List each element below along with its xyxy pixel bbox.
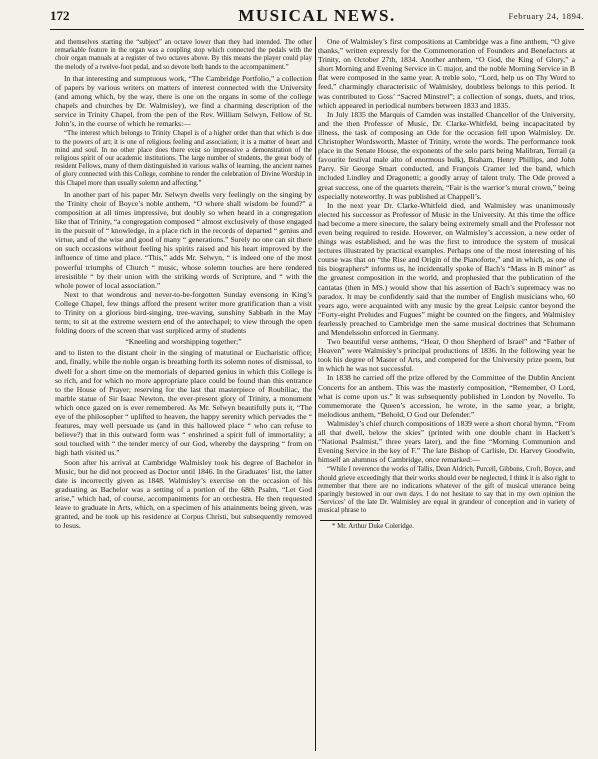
footnote-rule <box>320 520 380 521</box>
paragraph: and to listen to the distant choir in the singing of matutinal or Eucharistic office; and, finally, while the noble organ is breathing forth its solemn notes of dismissal, to dwell for a short time on the memorials of departed genius in which this College is so rich, and for which no more appropriate place could be found than this entrance to the House of Prayer; reserving for the last that masterpiece of Roubiliac, the marble statue of Sir Isaac Newton, the ever-present glory of Trinity, a monument which once gazed on is ever remembered. As Mr. Selwyn beautifully puts it, “The eye of the philosopher “ uplifted to heaven, the happy serenity which pervades the “ features, may well persuade us (and in this hallowed place “ who can refuse to believe?) that in this outward form was “ enshrined a spirit full of immortality; a soul touched with “ the tender mercy of our God, whereby the dayspring “ from on high hath visited us.” <box>55 348 312 458</box>
publication-title: MUSICAL NEWS. <box>238 6 396 25</box>
footnote: * Mr. Arthur Duke Coleridge. <box>332 522 414 530</box>
column-divider <box>315 37 316 751</box>
paragraph: Soon after his arrival at Cambridge Walmisley took his degree of Bachelor in Music, but he did not proceed as Doctor until 1846. In the Graduates’ list, the latter date is incorrectly given as 1848. Walmisley’s exercise on the occasion of his graduating as Bachelor was a setting of a portion of the 68th Psalm, “Let God arise,” which had, of course, accompaniments for an orchestra. He then requested leave to graduate in Arts, which, on a specimen of his attainments being given, was granted, and he took up his residence at Corpus Christi, but subsequently removed to Jesus. <box>55 457 312 531</box>
paragraph: In another part of his paper Mr. Selwyn dwells very feelingly on the singing by the Trinity choir of Boyce’s noble anthem, “O where shall wisdom be found?” a composition at all times impressive, but doubly so when heard in a congregation like that of Trinity, “a congregation composed “ almost exclusively of those engaged in the pursuit of “ knowledge, in a place rich in the records of departed “ genius and virtue, and of the wise and good of many “ generations.” Surely no one can sit there on such occasions without feeling his spirits raised and his heart improved by the influence of time and place. “This,” adds Mr. Selwyn, “ is indeed one of the most powerful triumphs of Church “ music, whose solemn touches are here rendered irresistible “ by their union with the striking words of Scripture, and “ with the whole power of local association.” <box>55 189 312 290</box>
paragraph: In July 1835 the Marquis of Camden was installed Chancellor of the University, and the then Professor of Music, Dr. Clarke-Whitfeld, being incapacitated by illness, the task of composing an Ode for the occasion fell upon Walmisley. Dr. Christopher Wordsworth, Master of Trinity, wrote the words. The performance took place in the Senate House, the exponents of the solo parts being Malibran, Terrail (a favourite festival male alto of enormous bulk), Braham, Henry Phillips, and John Parry. Sir George Smart conducted, and François Cramer led the band, which included Lindley and Dragonetti; a goodly array of talent truly. The Ode proved a great success, one of the quartets therein, “Fair is the warrior’s mural crown,” being especially noteworthy. It was published at Chappell’s. <box>318 109 575 201</box>
paragraph: In that interesting and sumptuous work, “The Cambridge Portfolio,” a collection of papers by various writers on matters of interest connected with the University (and among which, by the way, there is one on the organs in some of the college chapels and churches by Dr. Walmisley), we find a charming description of the service in Trinity Chapel, from the pen of the Rev. William Selwyn, Fellow of St. John’s, in the course of which he remarks:— <box>55 73 312 129</box>
paragraph: Two beautiful verse anthems, “Hear, O thou Shepherd of Israel” and “Father of Heaven” were Walmisley’s principal productions of 1836. In the following year he took his degree of Master of Arts, and competed for the University prize poem, but in which he was not successful. <box>318 337 575 374</box>
paragraph: One of Walmisley’s first compositions at Cambridge was a fine anthem, “O give thanks,” written expressly for the Commemoration of Founders and Benefactors at Trinity, on October 27th, 1834. Another anthem, “O God, the King of Glory,” a short Morning and Evening Service in C major, and the noble Morning Service in B flat were composed in the same year. A treble solo, “Lord, help us on Thy Word to feed,” charmingly characteristic of Walmisley, doubtless belongs to this period. It was contributed to Goss’ “Sacred Minstrel”; a collection of songs, duets, and trios, which appeared in periodical numbers between 1833 and 1835. <box>318 37 575 110</box>
right-column <box>318 37 575 753</box>
issue-date: February 24, 1894. <box>508 11 584 21</box>
block-quote: “The interest which belongs to Trinity Chapel is of a higher order than that which is due to the powers of art; it is one of religious feeling and association; it is a matter of heart and mind and soul. In no other place does there exist so impressive a demonstration of the religious spirit of our academic institutions. The large number of students, the great body of resident Fellows, many of them distinguished in various walks of learning, the ancient names of glory connected with this College, combine to render the celebration of Divine Worship in this Chapel more than usually solemn and affecting.” <box>55 130 312 187</box>
left-column <box>55 37 312 753</box>
paragraph: In the next year Dr. Clarke-Whitfeld died, and Walmisley was unanimously elected his successor as Professor of Music in the University. At this time the office had become a mere sinecure, the salary being extremely small and the Professor not even being required to reside. However, on Walmisley’s accession, a new order of things was established, and he was the first to introduce the system of musical lectures illustrated by practical examples. Perhaps one of the most interesting of his course was that on “the Rise and Origin of the Pianoforte,” and in which, as one of his biographers* informs us, he incidentally spoke of Bach’s “Mass in B minor” as the greatest composition in the world, and prophesied that the publication of the cantatas (then in MS.) would show that his assertion of Bach’s supremacy was no paradox. It may be confidently said that the number of English musicians who, 60 years ago, were acquainted with any music by the great Leipsic cantor beyond the “Forty-eight Preludes and Fugues” might be counted on the fingers, and Walmisley fearlessly preached to Cambridge men the same musical doctrines that Schumann and Mendelssohn enforced in Germany. <box>318 200 575 337</box>
header-rule <box>50 29 584 30</box>
paragraph: In 1838 he carried off the prize offered by the Committee of the Dublin Ancient Concerts for an anthem. This was the masterly composition, “Remember, O Lord, what is come upon us.” It was subsequently published in London by Novello. To commemorate the Queen’s accession, he wrote, in the same year, a bright, melodious anthem, “Behold, O God our Defender.” <box>318 373 575 419</box>
paragraph: Next to that wondrous and never-to-be-forgotten Sunday evensong in King’s College Chapel, few things afford the present writer more gratification than a visit to Trinity on a glorious bird-singing, tree-waving, sunshiny Sabbath in the May term; to sit at the extreme western end of the antechapel; to view through the open folding doors of the screen that vast surpliced army of students <box>55 289 312 336</box>
paragraph: and themselves starting the “subject” an octave lower than they had intended. The other remarkable feature in the organ was a coupling stop which connected the pedals with the choir organ manuals at a register of two octaves above. By this means the player could play the melody of a twelve-foot pedal, and so devote both hands to the accompaniment.” <box>55 39 312 71</box>
block-quote: “While I reverence the works of Tallis, Dean Aldrich, Purcell, Gibbons, Croft, Boyce, and should grieve exceedingly that their works should ever be neglected, I think it is also right to remember that there are no indications whatever of the gift of musical utterance being sparingly bestowed in our own days. I do not hesitate to say that in my own opinion the ‘Services’ of the late Dr. Walmisley are equal in grandeur of conception and in variety of musical phrase to <box>318 466 575 515</box>
verse-line: “Kneeling and worshipping together;” <box>125 337 242 347</box>
page-number: 172 <box>50 8 70 23</box>
running-header <box>50 6 584 26</box>
paragraph: Walmisley’s chief church compositions of 1839 were a short choral hymn, “From all that dwell, below the skies” (printed with one double chant in Hackett’s “National Psalmist,” three years later), and the fine “Morning Communion and Evening Service in the key of F.” The late Bishop of Carlisle, Dr. Harvey Goodwin, himself an alumnus of Cambridge, once remarked:— <box>318 418 575 465</box>
